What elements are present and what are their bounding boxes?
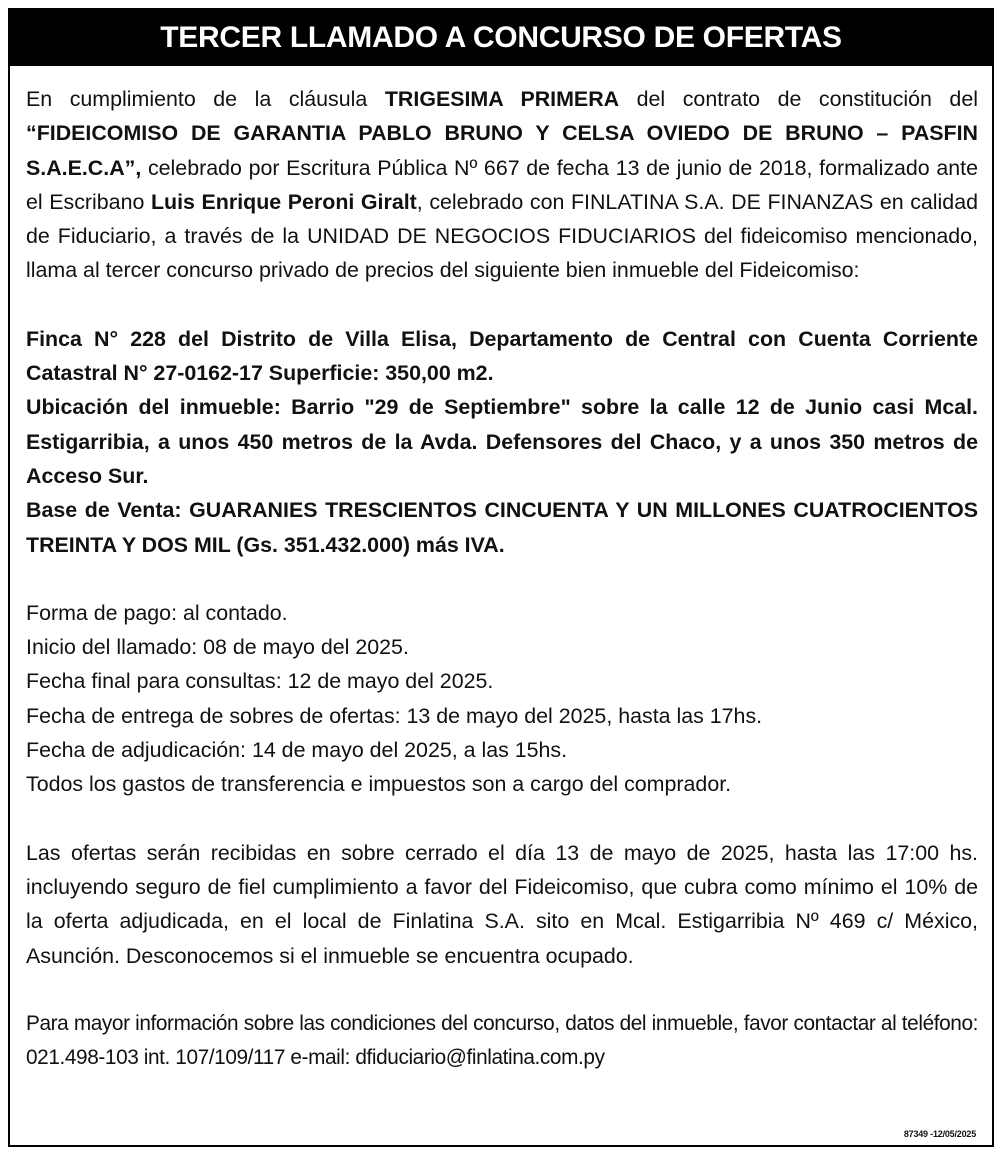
intro-text-1: En cumplimiento de la cláusula (26, 87, 385, 111)
property-base-price: Base de Venta: GUARANIES TRESCIENTOS CINCUENTA Y UN MILLONES CUATROCIENTOS TREINTA Y DOS MIL (Gs. 351.432.000) más IVA. (26, 498, 978, 557)
term-start: Inicio del llamado: 08 de mayo del 2025. (26, 635, 409, 660)
term-payment: Forma de pago: al contado. (26, 600, 288, 625)
notice-body (26, 82, 978, 1075)
intro-text-4: , celebrado con FINLATINA S.A. DE FINANZAS en calidad de Fiduciario, a través de la UNIDAD DE NEGOCIOS FIDUCIARIOS del fideicomiso mencionado, llama al tercer concurso privado de precios del siguiente bien inmueble del Fideicomiso: (26, 189, 978, 283)
trust-name: “FIDEICOMISO DE GARANTIA PABLO BRUNO Y CELSA OVIEDO DE BRUNO – PASFIN S.A.E.C.A”, (26, 121, 978, 180)
intro-paragraph (26, 82, 978, 288)
term-award: Fecha de adjudicación: 14 de mayo del 2025, a las 15hs. (26, 738, 568, 763)
contact-paragraph: Para mayor información sobre las condiciones del concurso, datos del inmueble, favor contactar al teléfono: 021.498-103 int. 107/109/117 e-mail: dfiduciario@finlatina.com.py (26, 1011, 978, 1070)
term-costs: Todos los gastos de transferencia e impuestos son a cargo del comprador. (26, 772, 732, 797)
property-location: Ubicación del inmueble: Barrio "29 de Septiembre" sobre la calle 12 de Junio casi Mcal. Estigarribia, a unos 450 metros de la Avda. Defensores del Chaco, y a unos 350 metros de Acceso Sur. (26, 395, 978, 488)
property-finca: Finca N° 228 del Distrito de Villa Elisa, Departamento de Central con Cuenta Corriente Catastral N° 27-0162-17 Superficie: 350,00 m2. (26, 326, 978, 386)
notary-name: Luis Enrique Peroni Giralt (150, 189, 417, 214)
offers-paragraph: Las ofertas serán recibidas en sobre cerrado el día 13 de mayo de 2025, hasta las 17:00 hs. incluyendo seguro de fiel cumplimiento a favor del Fideicomiso, que cubra como mínimo el 10% de la oferta adjudicada, en el local de Finlatina S.A. sito en Mcal. Estigarribia Nº 469 c/ México, Asunción. Desconocemos si el inmueble se encuentra ocupado. (26, 840, 978, 968)
intro-text-3: celebrado por Escritura Pública Nº 667 de fecha 13 de junio de 2018, formalizado ante el Escribano (26, 155, 978, 214)
clause-name: TRIGESIMA PRIMERA (384, 87, 620, 111)
intro-text-2: del contrato de constitución del (619, 87, 978, 111)
term-queries: Fecha final para consultas: 12 de mayo del 2025. (26, 669, 494, 694)
publication-reference: 87349 -12/05/2025 (903, 1129, 976, 1139)
title-bar (10, 10, 992, 66)
notice-frame (8, 8, 994, 1147)
notice-title: TERCER LLAMADO A CONCURSO DE OFERTAS (160, 21, 842, 54)
term-delivery: Fecha de entrega de sobres de ofertas: 13 de mayo del 2025, hasta las 17hs. (26, 703, 763, 728)
